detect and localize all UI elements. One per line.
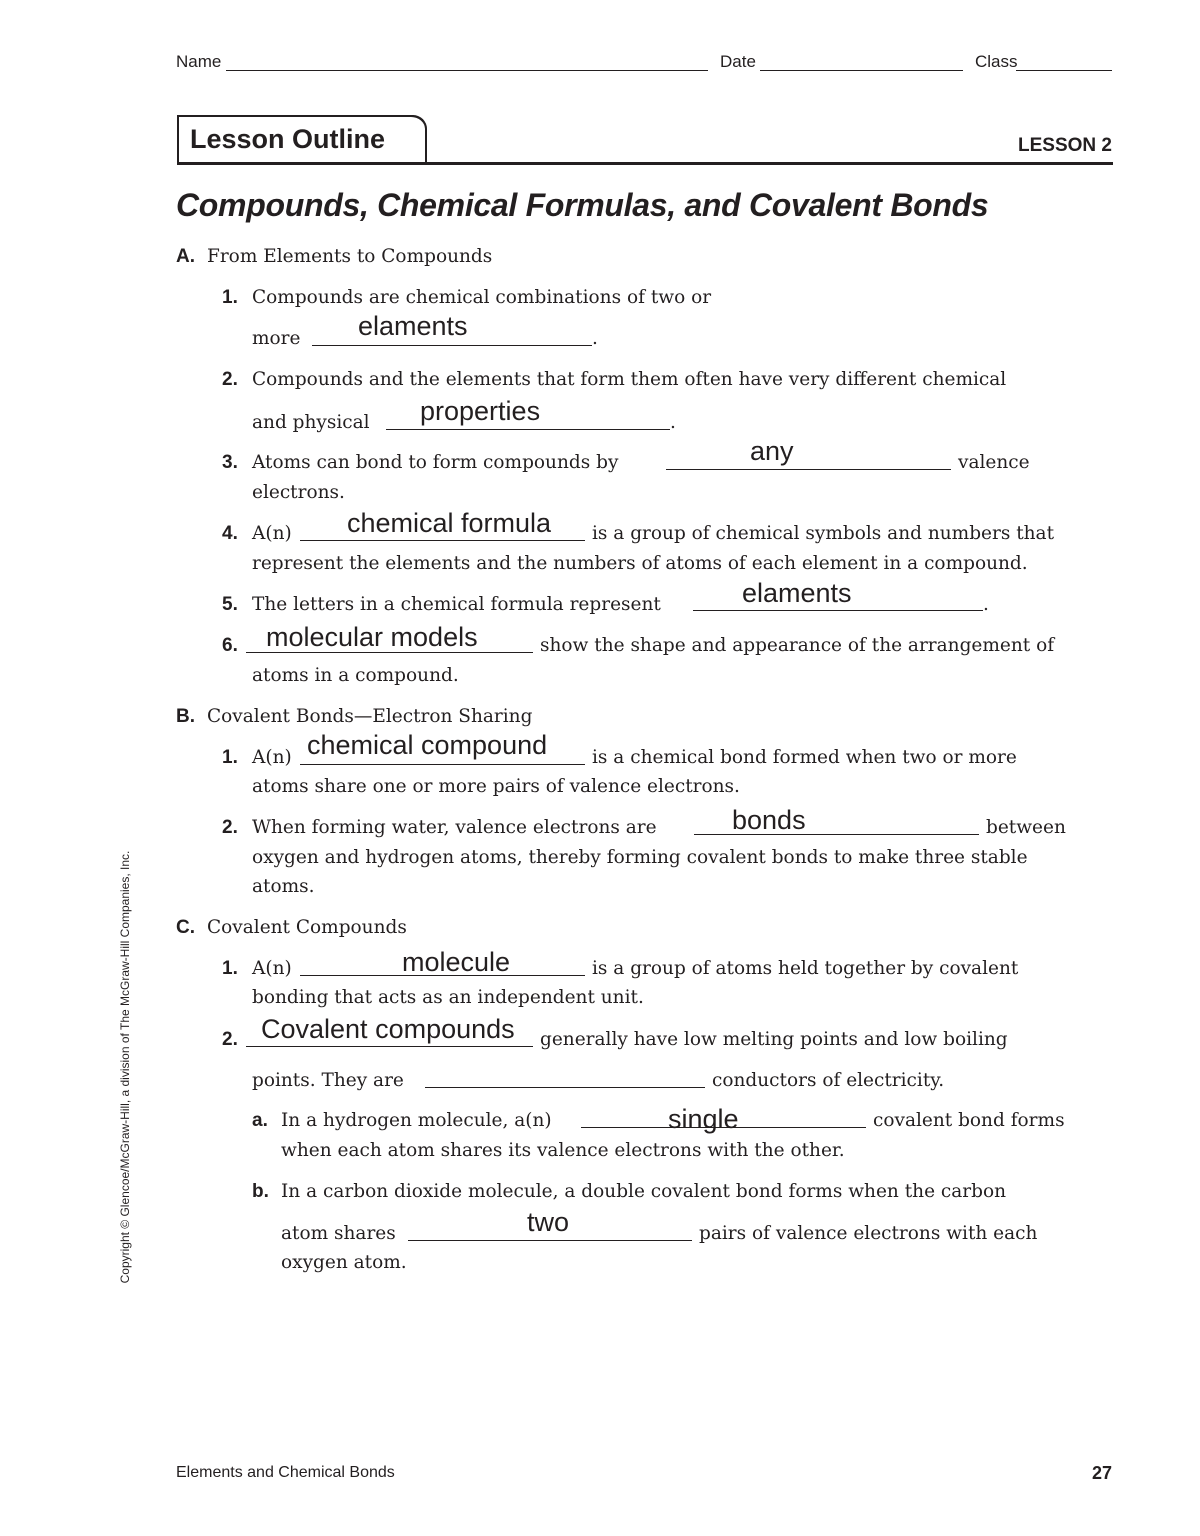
class-field[interactable] — [1016, 70, 1112, 71]
date-field[interactable] — [760, 70, 963, 71]
item-text: . — [983, 594, 989, 615]
answer-blank[interactable] — [246, 652, 533, 653]
item-text: covalent bond forms — [873, 1110, 1065, 1131]
item-text: show the shape and appearance of the arrangement of — [540, 635, 1055, 656]
item-text: Atoms can bond to form compounds by — [252, 452, 619, 473]
item-text: When forming water, valence electrons are — [252, 817, 657, 838]
section-c-heading: Covalent Compounds — [207, 917, 407, 938]
item-text: . — [592, 328, 598, 349]
item-text: In a hydrogen molecule, a(n) — [281, 1110, 552, 1131]
lesson-outline-box-corner — [410, 115, 427, 164]
answer-blank[interactable] — [693, 610, 983, 611]
answer-text: properties — [420, 396, 541, 426]
date-label: Date — [720, 52, 756, 71]
class-label: Class — [975, 52, 1018, 71]
answer-text: molecular models — [266, 622, 478, 652]
answer-blank[interactable] — [425, 1087, 705, 1088]
section-a-label: A. — [176, 246, 195, 267]
lesson-outline-title: Lesson Outline — [190, 124, 386, 154]
item-text: pairs of valence electrons with each — [699, 1223, 1038, 1244]
item-number: 2. — [222, 369, 238, 390]
item-number: 5. — [222, 594, 238, 615]
item-number: 3. — [222, 452, 238, 473]
item-text: conductors of electricity. — [712, 1070, 945, 1091]
subitem-letter: b. — [252, 1181, 269, 1202]
answer-text: elaments — [742, 578, 852, 608]
item-text: The letters in a chemical formula represent — [252, 594, 661, 615]
page-title: Compounds, Chemical Formulas, and Covalent Bonds — [176, 187, 989, 223]
item-text: In a carbon dioxide molecule, a double covalent bond forms when the carbon — [281, 1181, 1007, 1202]
item-number: 1. — [222, 747, 238, 768]
answer-blank[interactable] — [666, 469, 951, 470]
item-text: and physical — [252, 412, 370, 433]
answer-text: molecule — [402, 947, 511, 977]
item-number: 6. — [222, 635, 238, 656]
item-number: 1. — [222, 958, 238, 979]
section-b-heading: Covalent Bonds—Electron Sharing — [207, 706, 533, 727]
item-text: A(n) — [252, 747, 292, 768]
item-number: 2. — [222, 817, 238, 838]
answer-text: bonds — [732, 805, 806, 835]
answer-blank[interactable] — [300, 540, 585, 541]
answer-text: Covalent compounds — [261, 1014, 515, 1044]
answer-blank[interactable] — [300, 764, 585, 765]
item-text: is a group of chemical symbols and numbers that — [592, 523, 1055, 544]
item-text: electrons. — [252, 482, 345, 503]
item-text: between — [986, 817, 1066, 838]
item-text: oxygen and hydrogen atoms, thereby forming covalent bonds to make three stable — [252, 847, 1028, 868]
item-text: Compounds and the elements that form them often have very different chemical — [252, 369, 1007, 390]
item-text: points. They are — [252, 1070, 404, 1091]
answer-text: single — [668, 1104, 739, 1134]
item-text: generally have low melting points and low boiling — [540, 1029, 1008, 1050]
answer-blank[interactable] — [246, 1046, 533, 1047]
subitem-letter: a. — [252, 1110, 268, 1131]
name-label: Name — [176, 52, 222, 71]
item-number: 4. — [222, 523, 238, 544]
section-c-label: C. — [176, 917, 195, 938]
name-field[interactable] — [226, 70, 708, 71]
footer-title: Elements and Chemical Bonds — [176, 1464, 395, 1481]
item-text: when each atom shares its valence electrons with the other. — [281, 1140, 845, 1161]
item-text: bonding that acts as an independent unit. — [252, 987, 644, 1008]
answer-text: two — [527, 1207, 570, 1237]
page-number: 27 — [1091, 1463, 1112, 1483]
answer-text: any — [750, 436, 794, 466]
lesson-number: LESSON 2 — [1018, 135, 1112, 156]
item-text: valence — [958, 452, 1030, 473]
item-text: is a chemical bond formed when two or more — [592, 747, 1017, 768]
item-text: is a group of atoms held together by covalent — [592, 958, 1019, 979]
item-text: atoms share one or more pairs of valence electrons. — [252, 776, 740, 797]
item-text: represent the elements and the numbers of atoms of each element in a compound. — [252, 553, 1028, 574]
answer-text: chemical formula — [347, 508, 552, 538]
item-text: A(n) — [252, 523, 292, 544]
item-text: atom shares — [281, 1223, 396, 1244]
item-number: 2. — [222, 1029, 238, 1050]
section-a-heading: From Elements to Compounds — [207, 246, 493, 267]
answer-text: elaments — [358, 311, 468, 341]
item-text: atoms in a compound. — [252, 665, 459, 686]
answer-blank[interactable] — [408, 1240, 692, 1241]
section-b-label: B. — [176, 706, 195, 727]
answer-blank[interactable] — [386, 429, 670, 430]
item-text: more — [252, 328, 301, 349]
answer-blank[interactable] — [312, 345, 592, 346]
item-number: 1. — [222, 287, 238, 308]
item-text: A(n) — [252, 958, 292, 979]
item-text: Compounds are chemical combinations of two or — [252, 287, 712, 308]
copyright-notice: Copyright © Glencoe/McGraw-Hill, a division of The McGraw-Hill Companies, Inc. — [118, 850, 132, 1284]
answer-text: chemical compound — [307, 730, 548, 760]
item-text: . — [670, 412, 676, 433]
lesson-rule — [177, 162, 1113, 165]
item-text: oxygen atom. — [281, 1252, 407, 1273]
item-text: atoms. — [252, 876, 315, 897]
